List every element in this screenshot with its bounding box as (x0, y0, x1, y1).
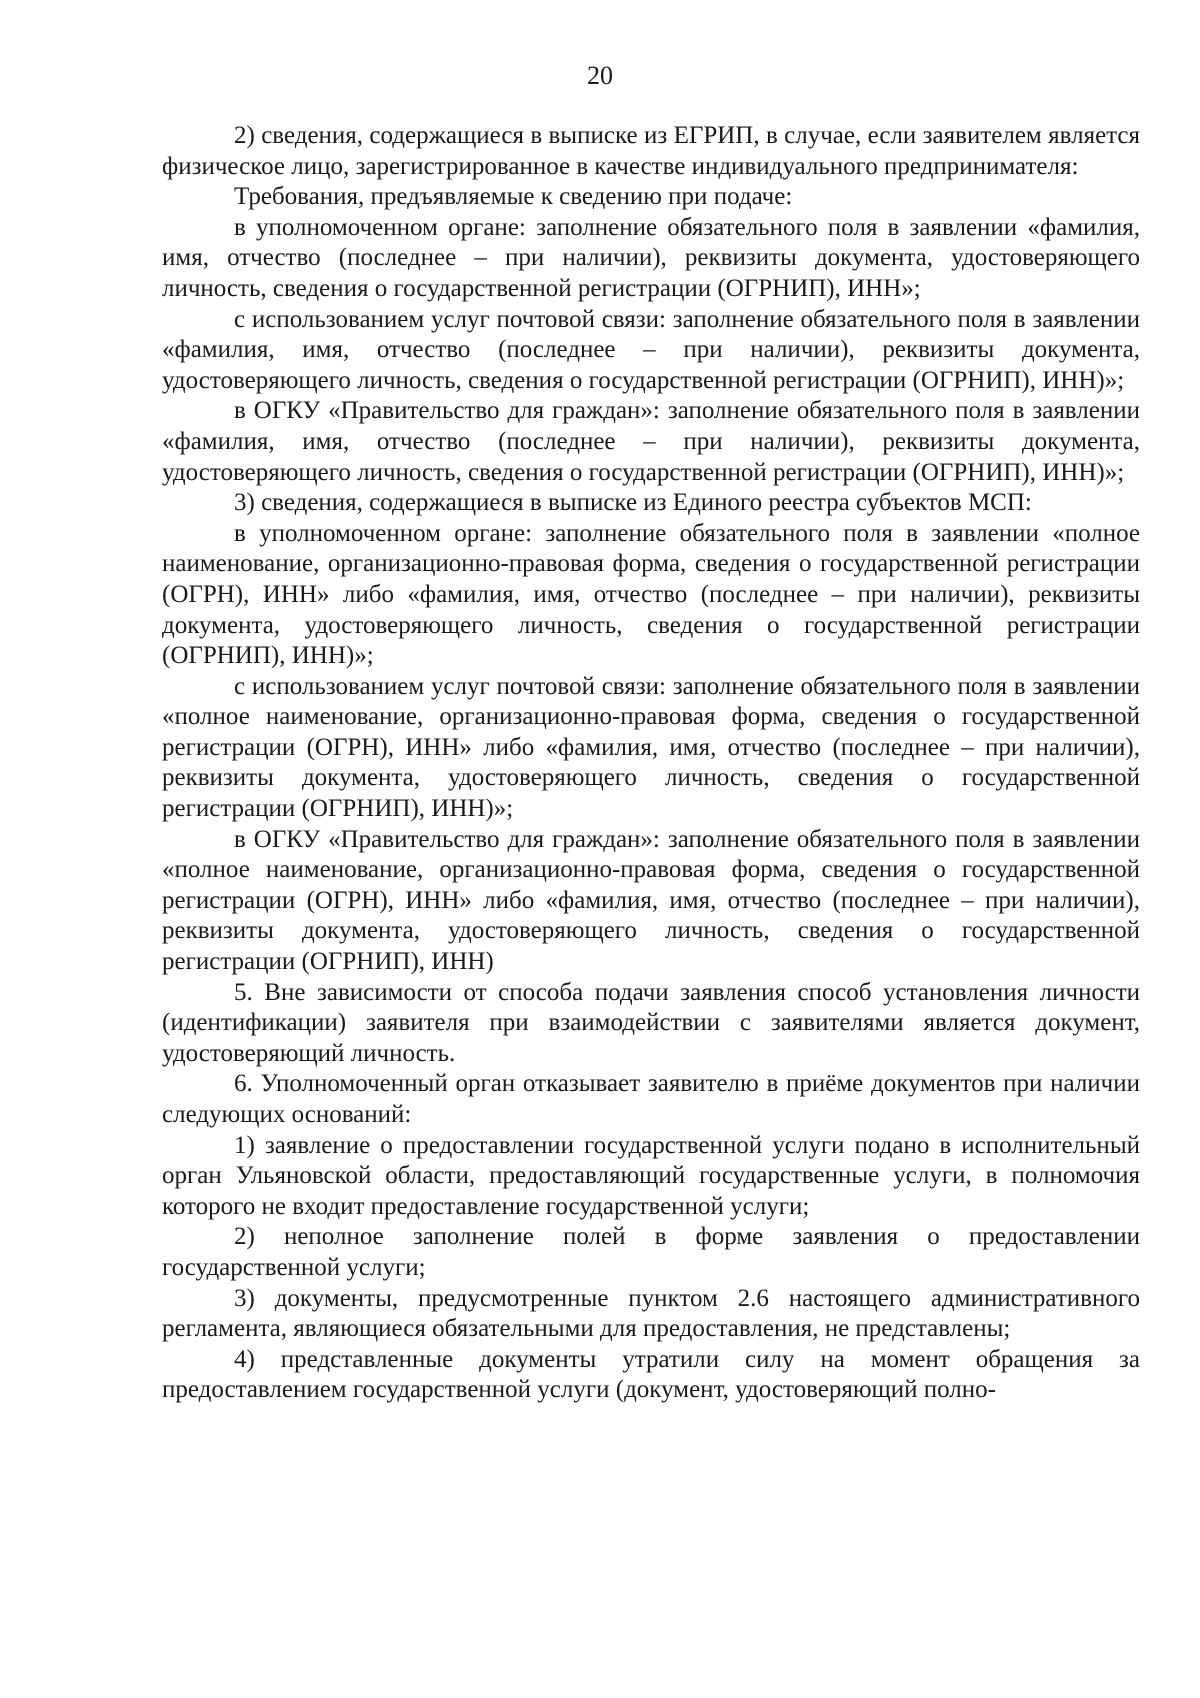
paragraph-refusal-2: 2) неполное заполнение полей в форме заявления о предоставлении государственной услуги; (162, 1223, 1140, 1281)
paragraph-egrip-info: 2) сведения, содержащиеся в выписке из ЕГРИП, в случае, если заявителем является физическое лицо, зарегистрированное в качестве индивидуального предпринимателя: (162, 122, 1140, 180)
paragraph-egrip-postal: с использованием услуг почтовой связи: заполнение обязательного поля в заявлении «фамилия, имя, отчество (последнее – при наличии), реквизиты документа, удостоверяющего личность, сведения о государственной регистрации (ОГРНИП), ИНН)»; (162, 305, 1140, 394)
paragraph-msp-registry: 3) сведения, содержащиеся в выписке из Единого реестра субъектов МСП: (234, 489, 1032, 517)
paragraph-msp-authorized-body: в уполномоченном органе: заполнение обязательного поля в заявлении «полное наименование, организационно-правовая форма, сведения о государственной регистрации (ОГРН), ИНН» либо «фамилия, имя, отчество (последнее – при наличии), реквизиты документа, удостоверяющего личность, сведения о государственной регистрации (ОГРНИП), ИНН)»; (162, 519, 1140, 670)
paragraph-refusal-1: 1) заявление о предоставлении государственной услуги подано в исполнительный орган Ульяновской области, предоставляющий государственные услуги, в полномочия которого не входит предоставление государственной услуги; (162, 1131, 1140, 1220)
paragraph-egrip-ogku: в ОГКУ «Правительство для граждан»: заполнение обязательного поля в заявлении «фамилия, имя, отчество (последнее – при наличии), реквизиты документа, удостоверяющего личность, сведения о государственной регистрации (ОГРНИП), ИНН)»; (162, 397, 1140, 486)
paragraph-requirements-heading: Требования, предъявляемые к сведению при подаче: (234, 183, 793, 211)
paragraph-msp-postal: с использованием услуг почтовой связи: заполнение обязательного поля в заявлении «полное наименование, организационно-правовая форма, сведения о государственной регистрации (ОГРН), ИНН» либо «фамилия, имя, отчество (последнее – при наличии), реквизиты документа, удостоверяющего личность, сведения о государственной регистрации (ОГРНИП), ИНН)»; (162, 672, 1140, 823)
paragraph-egrip-authorized-body: в уполномоченном органе: заполнение обязательного поля в заявлении «фамилия, имя, отчество (последнее – при наличии), реквизиты документа, удостоверяющего личность, сведения о государственной регистрации (ОГРНИП), ИНН»; (162, 213, 1140, 302)
paragraph-refusal-3: 3) документы, предусмотренные пунктом 2.6 настоящего административного регламента, являющиеся обязательными для предоставления, не представлены; (162, 1284, 1140, 1343)
page-number: 20 (587, 61, 613, 90)
paragraph-msp-ogku: в ОГКУ «Правительство для граждан»: заполнение обязательного поля в заявлении «полное наименование, организационно-правовая форма, сведения о государственной регистрации (ОГРН), ИНН» либо «фамилия, имя, отчество (последнее – при наличии), реквизиты документа, удостоверяющего личность, сведения о государственной регистрации (ОГРНИП), ИНН) (162, 825, 1140, 976)
paragraph-refusal-4: 4) представленные документы утратили силу на момент обращения за предоставлением государственной услуги (документ, удостоверяющий полно- (162, 1345, 1140, 1404)
paragraph-item-6-refusal-grounds: 6. Уполномоченный орган отказывает заявителю в приёме документов при наличии следующих оснований: (162, 1070, 1140, 1128)
paragraph-item-5-identification: 5. Вне зависимости от способа подачи заявления способ установления личности (идентификации) заявителя при взаимодействии с заявителями является документ, удостоверяющий личность. (162, 978, 1140, 1067)
document-body (162, 121, 1140, 1406)
